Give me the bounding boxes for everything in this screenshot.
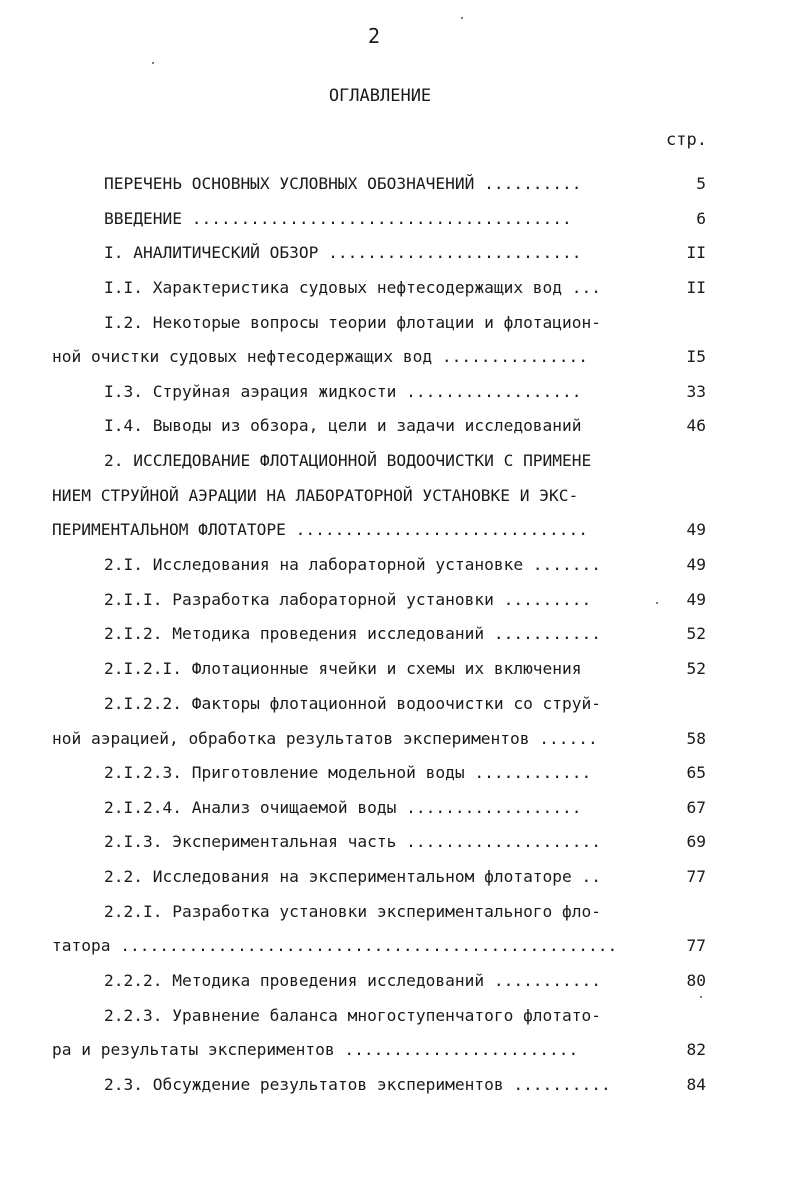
toc-entry-text: 2.I.I. Разработка лабораторной установки ......... bbox=[104, 590, 592, 609]
toc-entry-page: 80 bbox=[686, 971, 706, 990]
toc-entry-text: I. АНАЛИТИЧЕСКИЙ ОБЗОР .......................... bbox=[104, 243, 582, 262]
toc-entry-text: ВВЕДЕНИЕ ....................................... bbox=[104, 209, 572, 228]
toc-entry bbox=[0, 934, 706, 958]
toc-entry bbox=[0, 1073, 706, 1097]
toc-entry-page: I5 bbox=[686, 347, 706, 366]
toc-entry bbox=[0, 276, 706, 300]
toc-entry bbox=[0, 865, 706, 889]
toc-entry-page: 49 bbox=[686, 590, 706, 609]
toc-entry-text: 2.2.3. Уравнение баланса многоступенчатого флотато- bbox=[104, 1006, 602, 1025]
toc-entry-text: ПЕРИМЕНТАЛЬНОМ ФЛОТАТОРЕ .............................. bbox=[52, 520, 589, 539]
toc-entry-text: 2.I.2.3. Приготовление модельной воды ............ bbox=[104, 763, 592, 782]
toc-entry bbox=[0, 449, 706, 473]
toc-entry bbox=[0, 414, 706, 438]
toc-entry-text: 2.I.2.4. Анализ очищаемой воды .................. bbox=[104, 798, 582, 817]
toc-entry bbox=[0, 796, 706, 820]
toc-entry-text: НИЕМ СТРУЙНОЙ АЭРАЦИИ НА ЛАБОРАТОРНОЙ УСТАНОВКЕ И ЭКС- bbox=[52, 486, 579, 505]
toc-entry-text: 2.I.2.I. Флотационные ячейки и схемы их включения bbox=[104, 659, 582, 678]
toc-entry bbox=[0, 241, 706, 265]
toc-entry-page: 58 bbox=[686, 729, 706, 748]
toc-entry bbox=[0, 553, 706, 577]
scan-speck bbox=[656, 602, 658, 604]
toc-entry-text: I.4. Выводы из обзора, цели и задачи исследований bbox=[104, 416, 582, 435]
toc-entry-page: II bbox=[686, 278, 706, 297]
toc-entry-text: I.3. Струйная аэрация жидкости .................. bbox=[104, 382, 582, 401]
toc-entry-text: 2.I. Исследования на лабораторной установке ....... bbox=[104, 555, 602, 574]
toc-entry-page: 52 bbox=[686, 659, 706, 678]
toc-entry-text: 2.2.I. Разработка установки экспериментального фло- bbox=[104, 902, 602, 921]
toc-entry-text: ной аэрацией, обработка результатов экспериментов ...... bbox=[52, 729, 598, 748]
toc-entry bbox=[0, 518, 706, 542]
page-column-label: стр. bbox=[666, 130, 707, 150]
toc-entry-page: 46 bbox=[686, 416, 706, 435]
toc-entry-text: ра и результаты экспериментов ........................ bbox=[52, 1040, 579, 1059]
toc-entry bbox=[0, 345, 706, 369]
toc-entry-page: 82 bbox=[686, 1040, 706, 1059]
toc-entry-text: 2.I.3. Экспериментальная часть .................... bbox=[104, 832, 602, 851]
toc-entry-page: 67 bbox=[686, 798, 706, 817]
toc-entry-page: 49 bbox=[686, 555, 706, 574]
toc-entry bbox=[0, 1004, 706, 1028]
toc-entry-page: 77 bbox=[686, 867, 706, 886]
toc-entry-text: татора ................................................... bbox=[52, 936, 618, 955]
toc-entry bbox=[0, 1038, 706, 1062]
toc-entry bbox=[0, 380, 706, 404]
toc-entry bbox=[0, 588, 706, 612]
toc-entry-text: 2. ИССЛЕДОВАНИЕ ФЛОТАЦИОННОЙ ВОДООЧИСТКИ С ПРИМЕНЕ bbox=[104, 451, 592, 470]
toc-entry-text: ной очистки судовых нефтесодержащих вод ............... bbox=[52, 347, 589, 366]
toc-entry-page: 65 bbox=[686, 763, 706, 782]
toc-entry-text: I.2. Некоторые вопросы теории флотации и флотацион- bbox=[104, 313, 602, 332]
toc-entry bbox=[0, 692, 706, 716]
toc-entry-page: 77 bbox=[686, 936, 706, 955]
toc-entry-page: 49 bbox=[686, 520, 706, 539]
toc-entry-page: 84 bbox=[686, 1075, 706, 1094]
toc-entry-page: 69 bbox=[686, 832, 706, 851]
toc-entry bbox=[0, 830, 706, 854]
scan-speck bbox=[700, 996, 702, 998]
toc-entry-text: ПЕРЕЧЕНЬ ОСНОВНЫХ УСЛОВНЫХ ОБОЗНАЧЕНИЙ .......... bbox=[104, 174, 582, 193]
toc-entry-text: I.I. Характеристика судовых нефтесодержащих вод ... bbox=[104, 278, 602, 297]
scan-speck bbox=[461, 17, 463, 19]
toc-entry-text: 2.3. Обсуждение результатов экспериментов .......... bbox=[104, 1075, 611, 1094]
toc-entry-text: 2.2.2. Методика проведения исследований ........... bbox=[104, 971, 602, 990]
toc-entry bbox=[0, 900, 706, 924]
toc-entry bbox=[0, 969, 706, 993]
toc-entry-text: 2.I.2. Методика проведения исследований ........... bbox=[104, 624, 602, 643]
page-number: 2 bbox=[367, 24, 381, 48]
toc-entry-page: II bbox=[686, 243, 706, 262]
toc-entry bbox=[0, 657, 706, 681]
toc-entry-page: 33 bbox=[686, 382, 706, 401]
toc-entry bbox=[0, 311, 706, 335]
toc-entry bbox=[0, 207, 706, 231]
toc-entry-page: 52 bbox=[686, 624, 706, 643]
toc-entry bbox=[0, 761, 706, 785]
scan-speck bbox=[152, 62, 154, 64]
toc-entry bbox=[0, 484, 706, 508]
toc-entry-page: 5 bbox=[696, 174, 706, 193]
toc-entry-text: 2.I.2.2. Факторы флотационной водоочистки со струй- bbox=[104, 694, 602, 713]
toc-entry bbox=[0, 172, 706, 196]
toc-title: ОГЛАВЛЕНИЕ bbox=[328, 86, 432, 106]
toc-entry-page: 6 bbox=[696, 209, 706, 228]
toc-entry bbox=[0, 727, 706, 751]
toc-entry-text: 2.2. Исследования на экспериментальном флотаторе .. bbox=[104, 867, 602, 886]
toc-entry bbox=[0, 622, 706, 646]
